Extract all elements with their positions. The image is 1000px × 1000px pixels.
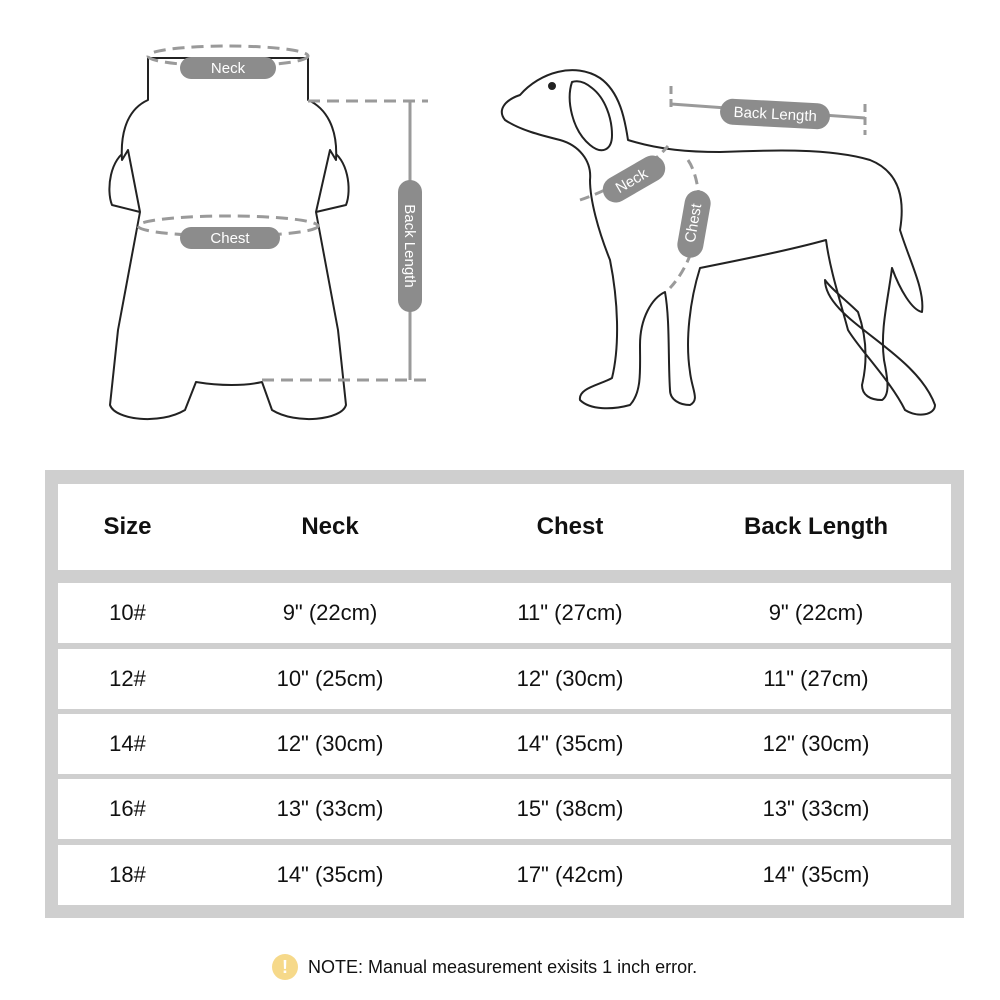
garment-chest-pill <box>180 227 280 249</box>
table-header-row <box>58 484 951 570</box>
cell-size: 18# <box>109 862 146 887</box>
cell-neck: 14" (35cm) <box>276 862 384 887</box>
garment-neck-label: Neck <box>210 60 246 77</box>
garment-back-length-label: Back Length <box>401 204 418 288</box>
dog-neck-label: Neck <box>612 165 651 198</box>
cell-neck: 12" (30cm) <box>276 731 384 756</box>
header-neck: Neck <box>301 513 359 540</box>
table-row <box>58 779 951 839</box>
cell-back-length: 12" (30cm) <box>762 731 870 756</box>
header-size: Size <box>103 513 152 540</box>
measurement-note <box>272 953 697 981</box>
cell-size: 16# <box>109 796 146 821</box>
garment-neck-pill <box>180 57 276 79</box>
dog-chest-label: Chest <box>681 202 706 244</box>
cell-neck: 10" (25cm) <box>276 666 384 691</box>
cell-size: 10# <box>109 600 146 625</box>
table-row <box>58 845 951 905</box>
exclamation-icon: ! <box>272 954 298 980</box>
dog-back-length-label: Back Length <box>733 103 818 126</box>
cell-neck: 13" (33cm) <box>276 796 384 821</box>
cell-chest: 15" (38cm) <box>516 796 624 821</box>
measurement-diagram <box>0 0 1000 460</box>
cell-back-length: 13" (33cm) <box>762 796 870 821</box>
header-back-length: Back Length <box>743 513 889 540</box>
cell-chest: 14" (35cm) <box>516 731 624 756</box>
cell-size: 12# <box>109 666 146 691</box>
garment-chest-label: Chest <box>210 230 250 247</box>
cell-size: 14# <box>109 731 146 756</box>
cell-chest: 17" (42cm) <box>516 862 624 887</box>
table-row <box>58 649 951 709</box>
cell-chest: 11" (27cm) <box>517 600 623 625</box>
cell-back-length: 14" (35cm) <box>762 862 870 887</box>
table-row <box>58 583 951 643</box>
dog-neck-pill <box>598 151 670 208</box>
cell-back-length: 9" (22cm) <box>768 600 864 625</box>
cell-back-length: 11" (27cm) <box>763 666 869 691</box>
cell-chest: 12" (30cm) <box>516 666 624 691</box>
note-text: NOTE: Manual measurement exisits 1 inch error. <box>308 956 698 977</box>
dog-back-length-pill <box>719 98 830 130</box>
dog-chest-pill <box>675 188 712 259</box>
table-row <box>58 714 951 774</box>
header-chest: Chest <box>536 513 604 540</box>
size-table <box>45 470 964 918</box>
cell-neck: 9" (22cm) <box>282 600 378 625</box>
garment-back-length-pill <box>398 180 422 312</box>
dog-illustration <box>502 70 935 414</box>
